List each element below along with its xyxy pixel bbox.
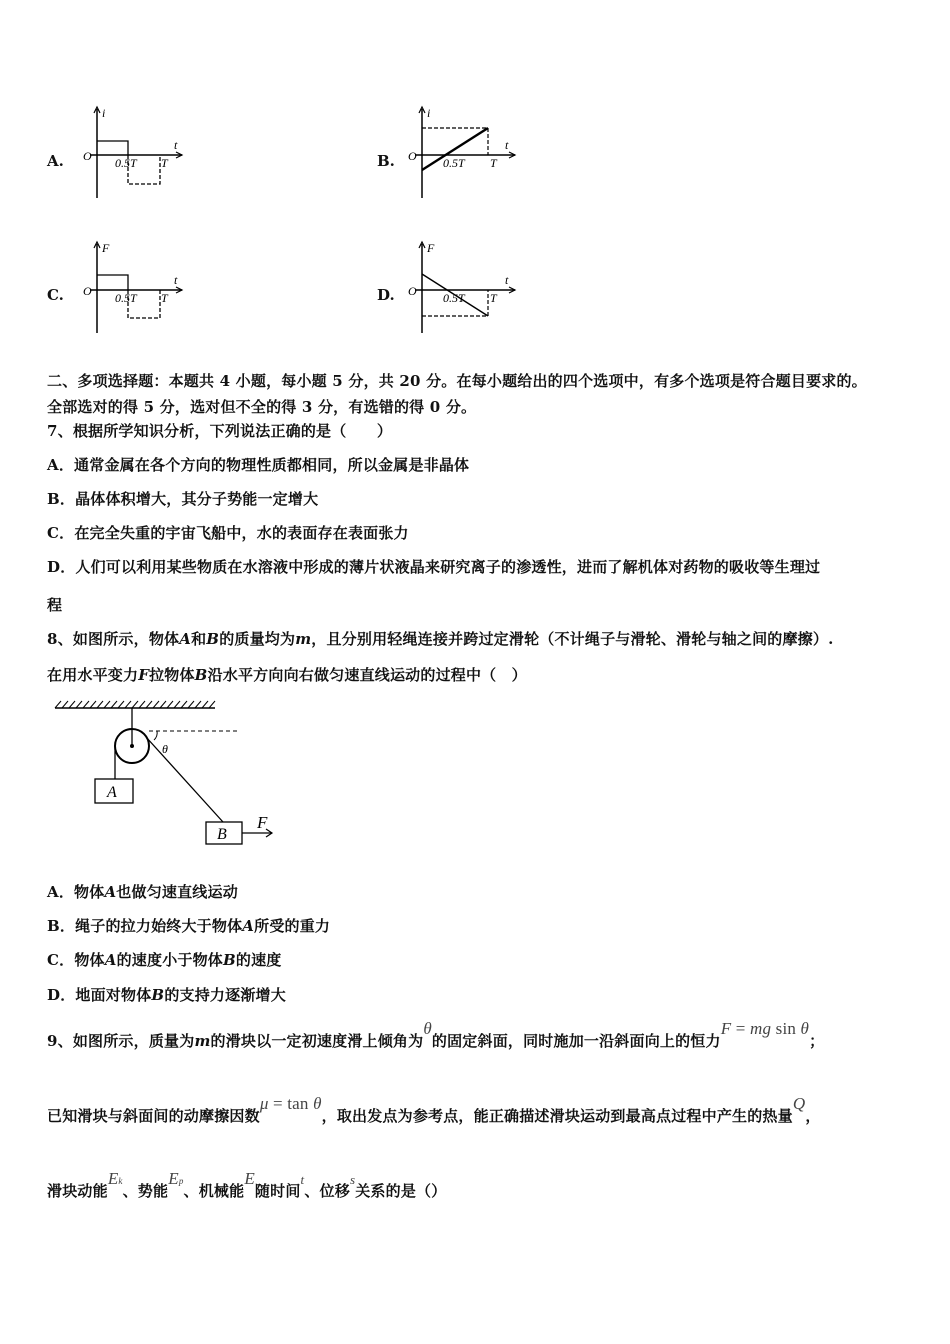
y-axis-label: i (102, 106, 106, 120)
q8-stem-line1: 8、如图所示，物体A和B的质量均为m，且分别用轻绳连接并跨过定滑轮（不计绳子与滑轮、滑轮与轴之间的摩擦）. (47, 630, 834, 648)
q8-option-c: C．物体A的速度小于物体B的速度 (47, 951, 282, 969)
ceiling-hatch (55, 701, 215, 708)
y-axis-label: i (427, 106, 431, 120)
x-axis-label: t (505, 273, 509, 287)
wave-positive (97, 275, 128, 290)
q7-option-c: C．在完全失重的宇宙飞船中，水的表面存在表面张力 (47, 524, 409, 542)
graph-c (78, 238, 193, 338)
wave-positive (97, 141, 128, 155)
q8-option-a: A．物体A也做匀速直线运动 (47, 883, 238, 901)
tick-half-label: 0.5T (443, 156, 465, 170)
dashed-guide (422, 128, 488, 155)
x-axis-label: t (174, 138, 178, 152)
tick-full-label: T (161, 156, 168, 170)
graph-a (78, 103, 193, 203)
origin-label: O (408, 284, 417, 298)
pulley-axle (130, 744, 134, 748)
x-axis-label: t (174, 273, 178, 287)
q8-option-b: B．绳子的拉力始终大于物体A所受的重力 (47, 917, 331, 935)
origin-label: O (83, 284, 92, 298)
section2-heading-line1: 二、多项选择题：本题共 4 小题，每小题 5 分，共 20 分。在每小题给出的四个选项中，有多个选项是符合题目要求的。 (47, 372, 867, 390)
option-c-label: C. (47, 286, 64, 304)
option-b-label: B. (377, 152, 395, 170)
q9-stem-line3: 滑块动能Ek、势能Ep、机械能E随时间t、位移s关系的是（） (47, 1169, 447, 1200)
option-d-label: D. (377, 286, 395, 304)
tick-half-label: 0.5T (115, 291, 137, 305)
section2-heading-line2: 全部选对的得 5 分，选对但不全的得 3 分，有选错的得 0 分。 (47, 398, 477, 416)
q9-stem-line1: 9、如图所示，质量为m的滑块以一定初速度滑上倾角为θ的固定斜面，同时施加一沿斜面向上的恒力F = mg sin θ； (47, 1019, 825, 1050)
tick-full-label: T (490, 291, 497, 305)
origin-label: O (83, 149, 92, 163)
force-label: F (257, 813, 268, 832)
graph-b (402, 103, 527, 203)
q7-option-d-line2: 程 (47, 596, 63, 614)
q9-stem-line2: 已知滑块与斜面间的动摩擦因数μ = tan θ，取出发点为参考点，能正确描述滑块运动到最高点过程中产生的热量Q， (47, 1094, 821, 1125)
tick-full-label: T (161, 291, 168, 305)
q8-option-d: D．地面对物体B的支持力逐渐增大 (47, 986, 286, 1004)
block-a-label: A (107, 784, 117, 801)
x-axis-label: t (505, 138, 509, 152)
q7-option-a: A．通常金属在各个方向的物理性质都相同，所以金属是非晶体 (47, 456, 470, 474)
q7-stem: 7、根据所学知识分析，下列说法正确的是（ ） (47, 422, 393, 440)
tick-full-label: T (490, 156, 497, 170)
tick-half-label: 0.5T (443, 291, 465, 305)
q8-stem-line2: 在用水平变力F拉物体B沿水平方向向右做匀速直线运动的过程中（ ） (47, 666, 527, 684)
graph-d (402, 238, 527, 338)
pulley-figure (50, 700, 290, 855)
q7-option-d-line1: D．人们可以利用某些物质在水溶液中形成的薄片状液晶来研究离子的渗透性，进而了解机体对药物的吸收等生理过 (47, 558, 821, 576)
theta-label: θ (162, 742, 168, 756)
option-a-label: A. (47, 152, 64, 170)
origin-label: O (408, 149, 417, 163)
q7-option-b: B．晶体体积增大，其分子势能一定增大 (47, 490, 319, 508)
angle-arc (154, 731, 157, 740)
tick-half-label: 0.5T (115, 156, 137, 170)
y-axis-label: F (427, 241, 435, 255)
block-b-label: B (217, 826, 227, 843)
rope-b (146, 737, 223, 822)
y-axis-label: F (102, 241, 110, 255)
